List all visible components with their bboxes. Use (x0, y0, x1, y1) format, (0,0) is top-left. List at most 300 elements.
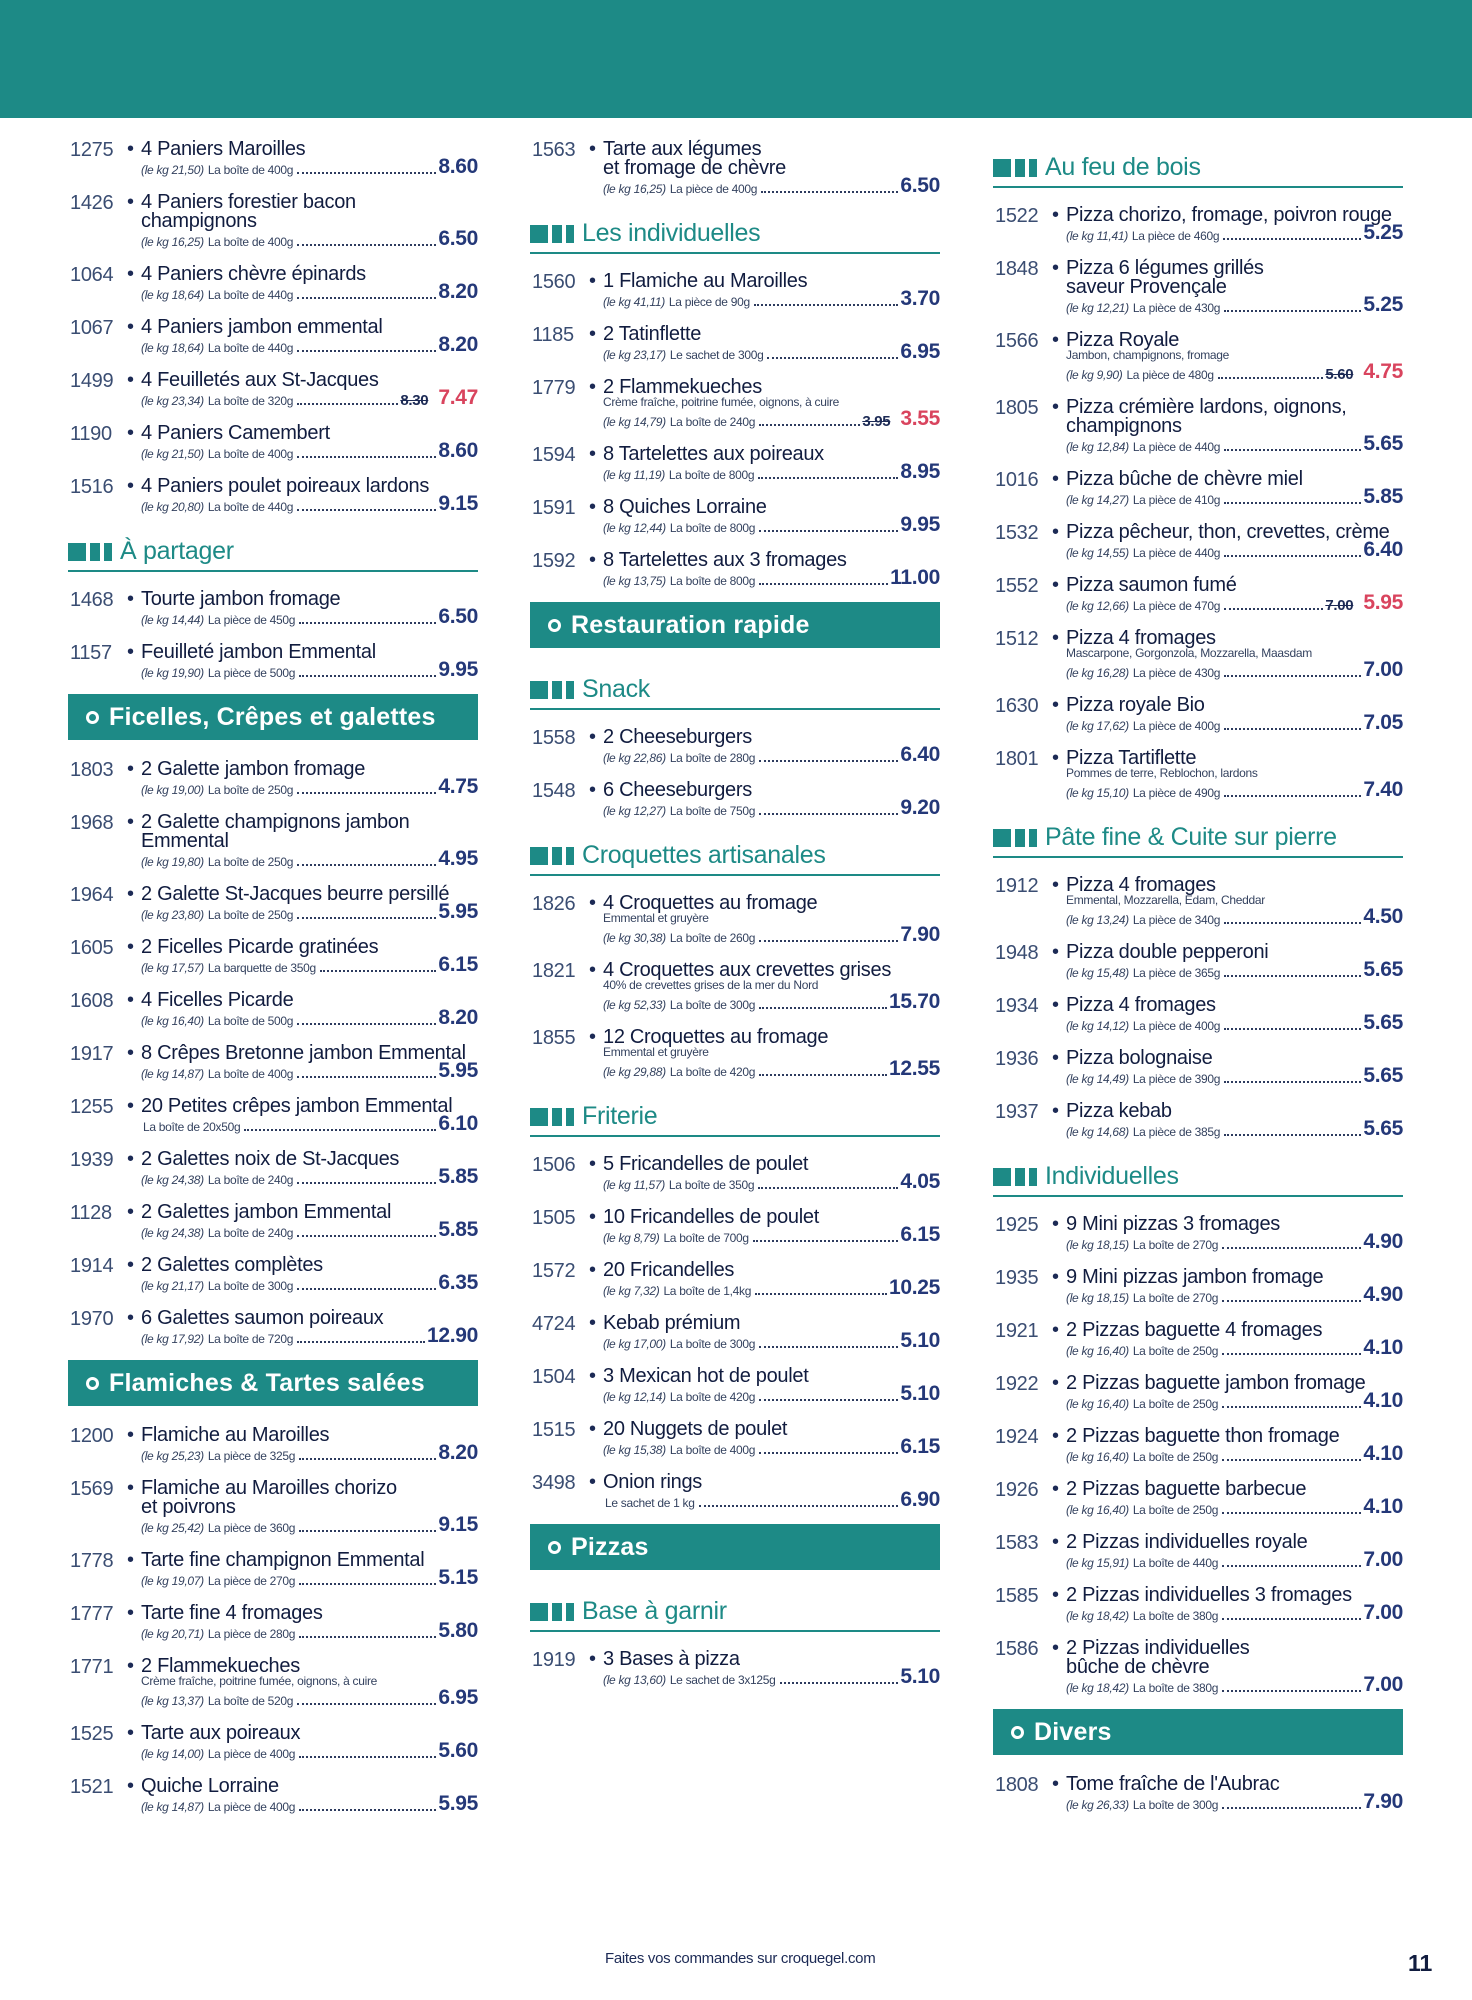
product-packaging: La boîte de 1,4kg (663, 1284, 752, 1298)
product-meta (1066, 660, 1403, 680)
bullet-icon: • (1052, 874, 1060, 896)
bullet-icon: • (1052, 1319, 1060, 1341)
product-item (530, 376, 940, 429)
product-meta (1066, 1550, 1403, 1570)
unit-price: (le kg 30,38) (603, 931, 666, 945)
product-meta (141, 1443, 478, 1463)
dot-leader (297, 456, 436, 458)
product-item (530, 1648, 940, 1687)
price: 9.15 (438, 492, 478, 515)
unit-price: (le kg 16,25) (141, 235, 204, 249)
product-name: 2 Pizzas individuelles 3 fromages (1066, 1584, 1352, 1606)
product-name: 8 Quiches Lorraine (603, 496, 767, 518)
unit-price: (le kg 12,14) (603, 1390, 666, 1404)
product-code: 1594 (532, 444, 576, 466)
product-meta (1066, 1338, 1403, 1358)
unit-price: (le kg 14,79) (603, 415, 666, 429)
unit-price: (le kg 24,38) (141, 1226, 204, 1240)
product-packaging: La boîte de 250g (1132, 1503, 1219, 1517)
bullet-icon: • (589, 1418, 597, 1440)
unit-price: (le kg 18,15) (1066, 1238, 1129, 1252)
dot-leader (297, 1076, 436, 1078)
product-item (68, 883, 478, 922)
section-subheading (530, 210, 940, 254)
product-packaging: La boîte de 240g (669, 415, 756, 429)
product-packaging: La pièce de 490g (1132, 786, 1221, 800)
unit-price: (le kg 7,32) (603, 1284, 660, 1298)
dot-leader (1222, 1353, 1361, 1355)
dot-leader (297, 350, 436, 352)
bullet-icon: • (1052, 1478, 1060, 1500)
dot-leader (297, 172, 436, 174)
product-name: Feuilleté jambon Emmental (141, 641, 376, 663)
dot-leader (759, 1399, 898, 1401)
price: 8.60 (438, 155, 478, 178)
bullet-icon: • (589, 496, 597, 518)
bullet-icon: • (1052, 468, 1060, 490)
price: 6.90 (900, 1488, 940, 1511)
dot-leader (1224, 975, 1361, 977)
product-item (68, 1042, 478, 1081)
price: 6.10 (438, 1112, 478, 1135)
product-item (530, 270, 940, 309)
product-item (993, 1773, 1403, 1812)
product-meta (141, 1688, 478, 1708)
product-code: 1924 (995, 1426, 1039, 1448)
price: 4.50 (1363, 905, 1403, 928)
product-meta (603, 176, 940, 196)
product-code: 1525 (70, 1723, 114, 1745)
product-item (68, 758, 478, 797)
product-meta (1066, 1675, 1403, 1695)
product-item (993, 1425, 1403, 1464)
product-name: Pizza saumon fumé (1066, 574, 1237, 596)
price: 5.95 (438, 900, 478, 923)
product-name: Tarte aux légumes (603, 138, 762, 160)
bullet-icon: • (127, 811, 135, 833)
unit-price: (le kg 23,34) (141, 394, 204, 408)
product-code: 1921 (995, 1320, 1039, 1342)
product-name: Pizza bolognaise (1066, 1047, 1213, 1069)
bullet-icon: • (127, 588, 135, 610)
product-packaging: La boîte de 420g (669, 1390, 756, 1404)
bullet-icon: • (127, 936, 135, 958)
unit-price: (le kg 11,57) (603, 1178, 665, 1192)
product-meta (1066, 223, 1403, 243)
price: 5.10 (900, 1665, 940, 1688)
product-packaging: La boîte de 300g (669, 1337, 756, 1351)
product-meta (1066, 1232, 1403, 1252)
product-name: 4 Paniers forestier bacon (141, 191, 356, 213)
product-meta (141, 1515, 478, 1535)
unit-price: (le kg 13,75) (603, 574, 666, 588)
dot-leader (297, 509, 436, 511)
price: 6.15 (438, 953, 478, 976)
product-item (68, 1148, 478, 1187)
product-code: 1548 (532, 780, 576, 802)
price: 5.85 (438, 1165, 478, 1188)
price: 4.95 (438, 847, 478, 870)
product-meta (1066, 780, 1403, 800)
product-name: 9 Mini pizzas 3 fromages (1066, 1213, 1281, 1235)
price: 6.40 (1363, 538, 1403, 561)
product-description: Emmental et gruyère (603, 911, 709, 925)
product-meta (141, 229, 478, 249)
price: 6.50 (438, 227, 478, 250)
product-name: 4 Paniers Maroilles (141, 138, 306, 160)
product-packaging: La boîte de 400g (207, 447, 294, 461)
product-item (993, 627, 1403, 680)
price: 5.85 (1363, 485, 1403, 508)
product-name: Pizza 4 fromages (1066, 627, 1216, 649)
dot-leader (755, 1293, 887, 1295)
bullet-icon: • (589, 1365, 597, 1387)
unit-price: (le kg 14,12) (1066, 1019, 1129, 1033)
product-item (993, 521, 1403, 560)
product-item (530, 496, 940, 535)
dot-leader (299, 1458, 436, 1460)
product-name: 10 Fricandelles de poulet (603, 1206, 819, 1228)
section-band (993, 1709, 1403, 1755)
unit-price: (le kg 14,27) (1066, 493, 1129, 507)
unit-price: (le kg 15,10) (1066, 786, 1129, 800)
unit-price: (le kg 15,48) (1066, 966, 1129, 980)
product-code: 1516 (70, 476, 114, 498)
price: 5.10 (900, 1382, 940, 1405)
product-meta (603, 1331, 940, 1351)
dot-leader (699, 1505, 899, 1507)
price: 8.20 (438, 1006, 478, 1029)
dot-leader (297, 1341, 425, 1343)
product-meta (141, 902, 478, 922)
product-packaging: Le sachet de 300g (669, 348, 764, 362)
price: 4.75 (438, 775, 478, 798)
price: 5.25 (1363, 293, 1403, 316)
product-meta (141, 282, 478, 302)
column-right (993, 138, 1403, 1826)
unit-price: (le kg 14,87) (141, 1800, 204, 1814)
product-meta (603, 1437, 940, 1457)
price: 5.60 (438, 1739, 478, 1762)
product-packaging: La boîte de 400g (207, 1067, 294, 1081)
dot-leader (299, 1530, 436, 1532)
product-item (530, 323, 940, 362)
subheading-title: Pâte fine & Cuite sur pierre (1045, 823, 1337, 851)
product-packaging: La pièce de 90g (668, 295, 750, 309)
bullet-icon: • (127, 1602, 135, 1624)
product-name: 1 Flamiche au Maroilles (603, 270, 808, 292)
product-code: 1912 (995, 875, 1039, 897)
order-website-text: Faites vos commandes sur croquegel.com (605, 1950, 876, 1967)
bullet-icon: • (589, 323, 597, 345)
band-title: Restauration rapide (571, 610, 810, 639)
price: 7.05 (1363, 711, 1403, 734)
product-item (530, 138, 940, 196)
section-subheading (993, 144, 1403, 188)
product-item (68, 1602, 478, 1641)
product-meta (141, 1114, 478, 1134)
dot-leader (297, 864, 436, 866)
unit-price: (le kg 23,17) (603, 348, 666, 362)
product-code: 1521 (70, 1776, 114, 1798)
bullet-icon: • (127, 475, 135, 497)
product-packaging: La boîte de 400g (207, 235, 294, 249)
product-meta (141, 955, 478, 975)
subheading-title: Friterie (582, 1102, 658, 1130)
bullet-icon: • (1052, 204, 1060, 226)
product-code: 1936 (995, 1048, 1039, 1070)
unit-price: (le kg 20,71) (141, 1627, 204, 1641)
dot-leader (759, 1074, 887, 1076)
product-meta (141, 1621, 478, 1641)
product-packaging: La boîte de 700g (663, 1231, 749, 1245)
product-name: 4 Paniers chèvre épinards (141, 263, 366, 285)
price: 4.10 (1363, 1495, 1403, 1518)
dot-leader (297, 1703, 436, 1705)
bullet-icon: • (127, 191, 135, 213)
price: 4.05 (900, 1170, 940, 1193)
product-name: 3 Mexican hot de poulet (603, 1365, 809, 1387)
band-title: Pizzas (571, 1532, 649, 1561)
product-meta (1066, 540, 1403, 560)
bullet-icon: • (589, 726, 597, 748)
dot-leader (1224, 1028, 1361, 1030)
product-packaging: La boîte de 720g (207, 1332, 294, 1346)
product-item (68, 989, 478, 1028)
section-subheading (993, 814, 1403, 858)
section-bars-icon (993, 159, 1037, 177)
product-meta (1066, 1391, 1403, 1411)
dot-leader (297, 917, 436, 919)
dot-leader (1224, 608, 1323, 610)
product-code: 1608 (70, 990, 114, 1012)
unit-price: (le kg 9,90) (1066, 368, 1123, 382)
product-item (993, 1478, 1403, 1517)
product-meta (1066, 434, 1403, 454)
product-name: Tarte fine champignon Emmental (141, 1549, 425, 1571)
price: 5.95 (438, 1792, 478, 1815)
product-packaging: La pièce de 500g (207, 666, 296, 680)
bullet-icon: • (127, 316, 135, 338)
price: 4.10 (1363, 1442, 1403, 1465)
bullet-icon: • (1052, 521, 1060, 543)
product-name: 4 Paniers Camembert (141, 422, 330, 444)
unit-price: (le kg 21,17) (141, 1279, 204, 1293)
bullet-icon: • (127, 263, 135, 285)
product-name: saveur Provençale (1066, 276, 1227, 298)
product-code: 1016 (995, 469, 1039, 491)
dot-leader (767, 357, 898, 359)
product-name: 2 Ficelles Picarde gratinées (141, 936, 379, 958)
dot-leader (1222, 1406, 1361, 1408)
product-name: 4 Ficelles Picarde (141, 989, 294, 1011)
unit-price: (le kg 16,25) (603, 182, 666, 196)
price: 4.90 (1363, 1230, 1403, 1253)
product-code: 1572 (532, 1260, 576, 1282)
product-item (530, 1153, 940, 1192)
unit-price: (le kg 11,41) (1066, 229, 1128, 243)
product-name: Tarte fine 4 fromages (141, 1602, 323, 1624)
price: 7.40 (1363, 778, 1403, 801)
product-name: 8 Tartelettes aux 3 fromages (603, 549, 847, 571)
unit-price: (le kg 16,40) (141, 1014, 204, 1028)
dot-leader (1223, 238, 1361, 240)
product-packaging: La pièce de 280g (207, 1627, 296, 1641)
product-code: 1552 (995, 575, 1039, 597)
bullet-icon: • (589, 1259, 597, 1281)
product-name: Pizza 4 fromages (1066, 874, 1216, 896)
product-item (530, 1471, 940, 1510)
product-code: 1922 (995, 1373, 1039, 1395)
unit-price: (le kg 18,15) (1066, 1291, 1129, 1305)
product-packaging: La pièce de 325g (207, 1449, 296, 1463)
product-item (68, 936, 478, 975)
product-name: 2 Tatinflette (603, 323, 702, 345)
unit-price: (le kg 19,90) (141, 666, 204, 680)
dot-leader (1224, 1134, 1361, 1136)
unit-price: (le kg 19,00) (141, 783, 204, 797)
product-meta (603, 1225, 940, 1245)
price: 7.90 (900, 923, 940, 946)
product-code: 1532 (995, 522, 1039, 544)
product-meta (141, 607, 478, 627)
bullet-icon: • (127, 989, 135, 1011)
product-packaging: La boîte de 270g (1132, 1291, 1219, 1305)
product-packaging: La boîte de 300g (1132, 1798, 1219, 1812)
product-packaging: La boîte de 320g (207, 394, 294, 408)
circle-icon (1011, 1726, 1024, 1739)
bullet-icon: • (127, 1042, 135, 1064)
dot-leader (759, 530, 898, 532)
product-meta (603, 515, 940, 535)
dot-leader (758, 1187, 898, 1189)
unit-price: (le kg 12,21) (1066, 301, 1129, 315)
product-name: 4 Feuilletés aux St-Jacques (141, 369, 379, 391)
product-packaging: La pièce de 360g (207, 1521, 296, 1535)
unit-price: (le kg 25,23) (141, 1449, 204, 1463)
product-code: 1512 (995, 628, 1039, 650)
price: 9.15 (438, 1513, 478, 1536)
product-item (530, 443, 940, 482)
product-item (530, 1026, 940, 1079)
product-name: 2 Pizzas individuelles (1066, 1637, 1250, 1659)
section-subheading (530, 1588, 940, 1632)
subheading-title: Snack (582, 675, 650, 703)
unit-price: (le kg 19,80) (141, 855, 204, 869)
product-code: 1939 (70, 1149, 114, 1171)
unit-price: (le kg 23,80) (141, 908, 204, 922)
product-description: Crème fraîche, poitrine fumée, oignons, à cuire (141, 1674, 378, 1688)
bullet-icon: • (127, 1095, 135, 1117)
dot-leader (1222, 1565, 1361, 1567)
product-packaging: La boîte de 380g (1132, 1681, 1219, 1695)
product-code: 1917 (70, 1043, 114, 1065)
product-packaging: La pièce de 450g (207, 613, 296, 627)
bullet-icon: • (127, 138, 135, 160)
product-meta (603, 462, 940, 482)
product-meta (141, 1568, 478, 1588)
product-name: 5 Fricandelles de poulet (603, 1153, 809, 1175)
product-packaging: La boîte de 270g (1132, 1238, 1219, 1252)
dot-leader (297, 792, 436, 794)
product-packaging: La barquette de 350g (207, 961, 316, 975)
product-item (993, 468, 1403, 507)
product-meta (1066, 1285, 1403, 1305)
product-name: 2 Galette champignons jambon (141, 811, 410, 833)
product-item (530, 549, 940, 588)
product-packaging: La boîte de 420g (669, 1065, 756, 1079)
product-meta (603, 409, 940, 429)
product-packaging: La boîte de 800g (668, 468, 755, 482)
product-packaging: La boîte de 250g (207, 783, 294, 797)
product-meta (141, 388, 478, 408)
product-code: 1504 (532, 1366, 576, 1388)
unit-price: (le kg 17,62) (1066, 719, 1129, 733)
product-item (993, 747, 1403, 800)
unit-price: (le kg 52,33) (603, 998, 666, 1012)
product-item (530, 1418, 940, 1457)
product-name: 9 Mini pizzas jambon fromage (1066, 1266, 1324, 1288)
product-code: 4724 (532, 1313, 576, 1335)
product-name: 2 Galette St-Jacques beurre persillé (141, 883, 450, 905)
band-title: Ficelles, Crêpes et galettes (109, 702, 436, 731)
product-meta (141, 1061, 478, 1081)
product-packaging: La boîte de 300g (207, 1279, 294, 1293)
product-description: Pommes de terre, Reblochon, lardons (1066, 766, 1258, 780)
price: 7.00 (1363, 1673, 1403, 1696)
product-item (993, 1584, 1403, 1623)
bullet-icon: • (589, 549, 597, 571)
product-code: 1821 (532, 960, 576, 982)
product-name: 6 Galettes saumon poireaux (141, 1307, 384, 1329)
unit-price: (le kg 11,19) (603, 468, 665, 482)
section-subheading (530, 832, 940, 876)
dot-leader (1224, 728, 1361, 730)
product-item (993, 1372, 1403, 1411)
product-packaging: La boîte de 440g (207, 288, 294, 302)
bullet-icon: • (1052, 747, 1060, 769)
price: 4.10 (1363, 1336, 1403, 1359)
product-packaging: La boîte de 250g (1132, 1344, 1219, 1358)
product-name: 2 Galettes noix de St-Jacques (141, 1148, 400, 1170)
dot-leader (1222, 1690, 1361, 1692)
unit-price: (le kg 18,42) (1066, 1681, 1129, 1695)
dot-leader (297, 1023, 436, 1025)
product-meta (603, 925, 940, 945)
unit-price: (le kg 14,49) (1066, 1072, 1129, 1086)
product-meta (1066, 1792, 1403, 1812)
price: 4.90 (1363, 1283, 1403, 1306)
product-item (68, 1775, 478, 1814)
section-band (68, 1360, 478, 1406)
product-meta (141, 1741, 478, 1761)
product-meta (603, 1667, 940, 1687)
product-code: 1566 (995, 330, 1039, 352)
product-name: Pizza Tartiflette (1066, 747, 1197, 769)
dot-leader (299, 1756, 436, 1758)
promo-price: 4.75 (1363, 360, 1403, 383)
bullet-icon: • (127, 1775, 135, 1797)
section-band (68, 694, 478, 740)
product-name: Pizza bûche de chèvre miel (1066, 468, 1303, 490)
unit-price: (le kg 16,40) (1066, 1344, 1129, 1358)
section-subheading (993, 1153, 1403, 1197)
dot-leader (244, 1129, 436, 1131)
product-packaging: La boîte de 250g (207, 908, 294, 922)
price: 11.00 (890, 566, 940, 589)
product-item (530, 779, 940, 818)
product-name: 2 Pizzas baguette jambon fromage (1066, 1372, 1366, 1394)
